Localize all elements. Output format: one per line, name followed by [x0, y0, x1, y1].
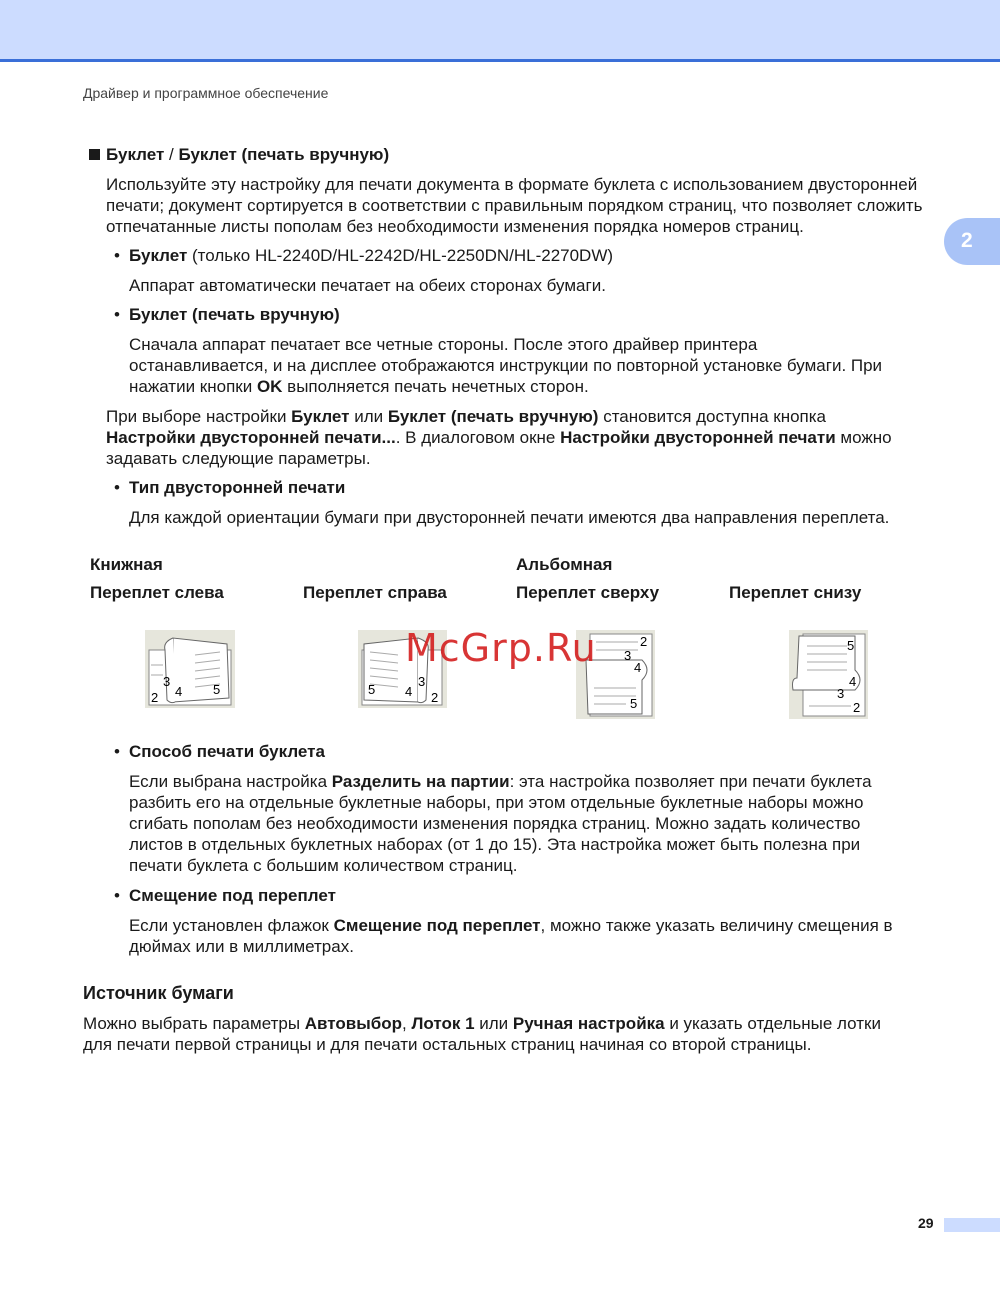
- watermark: McGrp.Ru: [405, 626, 597, 670]
- text-run: листов в отдельных буклетных наборах (от 1 до 15). Эта настройка может быть полезна при: [129, 835, 861, 854]
- bold-run: Автовыбор: [304, 1014, 403, 1033]
- text-run: . В диалоговом окне: [395, 428, 561, 447]
- bold-run: Тип двусторонней печати: [129, 478, 346, 497]
- section-heading-paper-source: Источник бумаги: [83, 983, 234, 1003]
- text-run: ,: [402, 1014, 412, 1033]
- text-run: Используйте эту настройку для печати документа в формате буклета с использованием двусторонней: [106, 175, 918, 194]
- text-line: [106, 174, 917, 195]
- label-bind-bottom: Переплет снизу: [729, 583, 862, 602]
- text-line: [106, 406, 826, 427]
- text-line: [129, 771, 872, 792]
- text-run: печати; документ сортируется в соответствии с правильным порядком страниц, что позволяет сложить: [106, 196, 923, 215]
- text-run: Сначала аппарат печатает все четные стороны. После этого драйвер принтера: [129, 335, 758, 354]
- text-line: [129, 304, 340, 325]
- text-line: [129, 834, 860, 855]
- bold-run: Буклет (печать вручную): [387, 407, 599, 426]
- text-run: Аппарат автоматически печатает на обеих сторонах бумаги.: [129, 276, 606, 295]
- text-line: [129, 477, 345, 498]
- text-line: [106, 216, 804, 237]
- label-landscape: Альбомная: [516, 555, 613, 574]
- text-line: [129, 936, 354, 957]
- bullet: •: [114, 478, 120, 497]
- bullet: •: [114, 305, 120, 324]
- text-run: отпечатанные листы пополам без необходимости изменения порядка номеров страниц.: [106, 217, 804, 236]
- svg-text:2: 2: [151, 690, 159, 705]
- label-bind-right: Переплет справа: [303, 583, 447, 602]
- bold-run: Ручная настройка: [512, 1014, 665, 1033]
- chapter-tab: [944, 218, 1000, 265]
- page-number: 29: [918, 1215, 934, 1231]
- text-run: При выборе настройки: [106, 407, 292, 426]
- text-run: Для каждой ориентации бумаги при двусторонней печати имеются два направления переплета.: [129, 508, 890, 527]
- svg-text:3: 3: [163, 674, 171, 689]
- svg-text:4: 4: [634, 660, 642, 675]
- svg-text:5: 5: [847, 638, 855, 653]
- text-run: или: [474, 1014, 513, 1033]
- text-line: [106, 195, 922, 216]
- bullet: •: [114, 742, 120, 761]
- label-bind-left: Переплет слева: [90, 583, 224, 602]
- text-run: Можно выбрать параметры: [83, 1014, 305, 1033]
- text-line: [129, 813, 860, 834]
- square-bullet-icon: [89, 149, 100, 160]
- bold-run: Буклет: [291, 407, 350, 426]
- page-number-bar: [944, 1218, 1000, 1232]
- svg-text:2: 2: [640, 634, 648, 649]
- text-run: или: [349, 407, 388, 426]
- bold-run: OK: [256, 377, 283, 396]
- text-line: [129, 245, 613, 266]
- text-run: нажатии кнопки: [129, 377, 257, 396]
- svg-text:5: 5: [368, 682, 376, 697]
- text-line: [129, 355, 882, 376]
- text-line: [129, 915, 893, 936]
- bind-left-illustration: [145, 630, 235, 708]
- header-band: [0, 0, 1000, 62]
- text-run: можно: [835, 428, 892, 447]
- text-run: , можно также указать величину смещения в: [540, 916, 893, 935]
- svg-text:4: 4: [405, 684, 413, 699]
- svg-text:3: 3: [624, 648, 632, 663]
- breadcrumb: Драйвер и программное обеспечение: [83, 85, 329, 101]
- text-line: [129, 275, 606, 296]
- heading-part: Буклет: [106, 145, 165, 164]
- text-line: [129, 741, 325, 762]
- svg-text:4: 4: [849, 674, 857, 689]
- text-line: [83, 1034, 811, 1055]
- bullet: •: [114, 886, 120, 905]
- bold-run: Смещение под переплет: [333, 916, 541, 935]
- text-line: [129, 885, 336, 906]
- bold-run: Настройки двусторонней печати: [560, 428, 836, 447]
- svg-text:2: 2: [853, 700, 861, 715]
- text-run: становится доступна кнопка: [598, 407, 827, 426]
- text-run: для печати первой страницы и для печати остальных страниц начиная со второй страницы.: [83, 1035, 812, 1054]
- bold-run: Буклет (печать вручную): [129, 305, 340, 324]
- text-run: и указать отдельные лотки: [664, 1014, 881, 1033]
- bullet: •: [114, 246, 120, 265]
- svg-text:5: 5: [630, 696, 638, 711]
- text-line: [83, 1013, 881, 1034]
- text-line: [129, 376, 589, 397]
- chapter-number: 2: [961, 229, 973, 252]
- section-heading-booklet: [89, 144, 389, 165]
- text-line: [106, 427, 892, 448]
- bold-run: Буклет: [129, 246, 188, 265]
- svg-text:3: 3: [418, 674, 426, 689]
- bold-run: Настройки двусторонней печати...: [106, 428, 396, 447]
- text-run: (только HL-2240D/HL-2242D/HL-2250DN/HL-2270DW): [187, 246, 614, 265]
- text-line: [129, 507, 889, 528]
- text-run: задавать следующие параметры.: [106, 449, 371, 468]
- text-line: [129, 334, 757, 355]
- svg-text:3: 3: [837, 686, 845, 701]
- bold-run: Способ печати буклета: [129, 742, 325, 761]
- text-run: разбить его на отдельные буклетные наборы, при этом отдельные буклетные наборы можно: [129, 793, 864, 812]
- text-line: [129, 792, 863, 813]
- text-run: : эта настройка позволяет при печати буклета: [509, 772, 872, 791]
- text-line: [129, 855, 517, 876]
- text-run: Если установлен флажок: [129, 916, 334, 935]
- bold-run: Лоток 1: [411, 1014, 475, 1033]
- svg-text:2: 2: [431, 690, 439, 705]
- text-run: останавливается, и на дисплее отображаются инструкции по повторной установке бумаги. При: [129, 356, 883, 375]
- text-run: Если выбрана настройка: [129, 772, 332, 791]
- heading-part: Буклет (печать вручную): [178, 145, 390, 164]
- svg-text:5: 5: [213, 682, 221, 697]
- heading-sep: /: [164, 145, 179, 164]
- svg-text:4: 4: [175, 684, 183, 699]
- text-run: печати буклета с большим количеством страниц.: [129, 856, 518, 875]
- text-line: [106, 448, 371, 469]
- text-run: сгибать пополам без необходимости изменения порядка страниц. Можно задать количество: [129, 814, 861, 833]
- label-bind-top: Переплет сверху: [516, 583, 660, 602]
- bind-bottom-illustration: [789, 630, 868, 719]
- bold-run: Смещение под переплет: [129, 886, 336, 905]
- label-portrait: Книжная: [90, 555, 163, 574]
- text-run: дюймах или в миллиметрах.: [129, 937, 354, 956]
- bold-run: Разделить на партии: [331, 772, 510, 791]
- text-run: выполняется печать нечетных сторон.: [282, 377, 589, 396]
